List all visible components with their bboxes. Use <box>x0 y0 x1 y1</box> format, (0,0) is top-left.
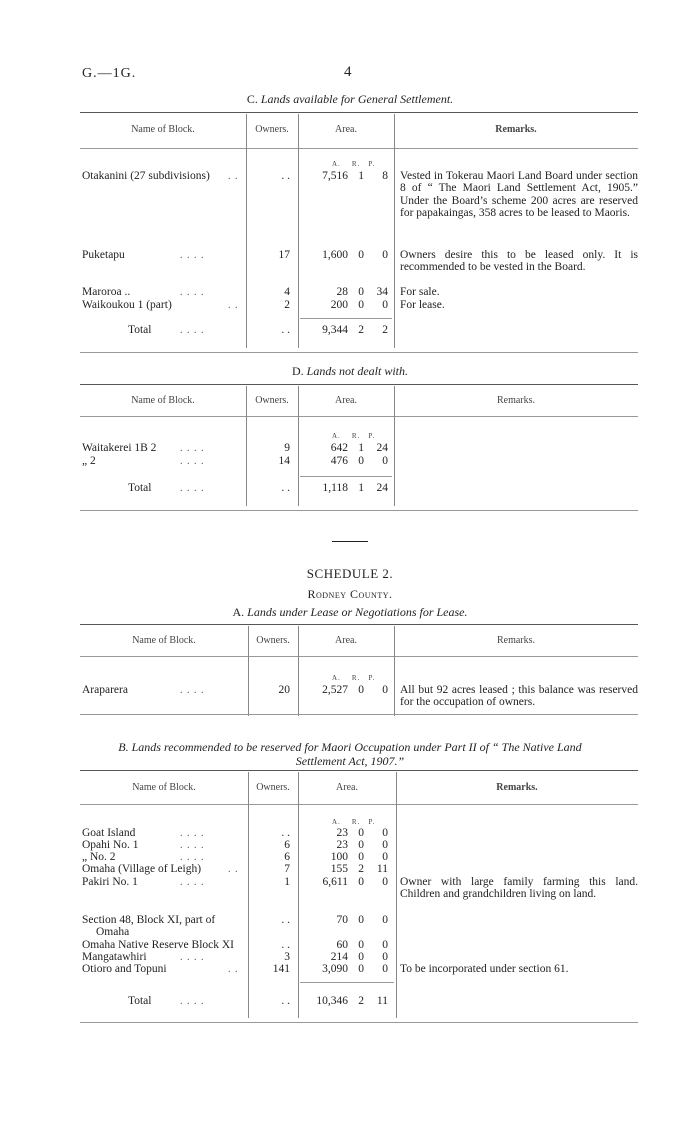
owners-value: 3 <box>284 951 290 963</box>
col-header-area: Area. <box>336 782 358 793</box>
area-units: A. R. P. <box>332 160 376 168</box>
col-header-remarks: Remarks. <box>496 782 538 793</box>
owners-value: 6 <box>284 839 290 851</box>
area-perches: 0 <box>382 684 388 696</box>
leader-dots: . . . . <box>180 877 205 888</box>
area-roods: 0 <box>358 299 364 311</box>
table-row-name: Omaha Native Reserve Block XI <box>82 939 235 951</box>
section-a-table <box>80 624 638 724</box>
area-roods: 0 <box>358 951 364 963</box>
area-roods: 0 <box>358 839 364 851</box>
area-roods: 0 <box>358 684 364 696</box>
total-owners: . . <box>281 482 290 494</box>
area-acres: 6,611 <box>322 876 348 888</box>
leader-dots: . . . . <box>180 685 205 696</box>
table-row-name: Otioro and Topuni <box>82 963 167 975</box>
document-code: G.—1G. <box>82 66 137 81</box>
total-roods: 1 <box>358 482 364 494</box>
area-acres: 476 <box>330 455 348 467</box>
table-row-name: Maroroa .. <box>82 286 131 298</box>
area-perches: 24 <box>376 442 388 454</box>
area-acres: 2,527 <box>322 684 348 696</box>
area-acres: 214 <box>330 951 348 963</box>
col-header-owners: Owners. <box>256 782 290 793</box>
area-perches: 0 <box>382 939 388 951</box>
table-row-name: Otakanini (27 subdivisions) <box>82 170 210 182</box>
owners-value: 2 <box>284 299 290 311</box>
table-row-name: Pakiri No. 1 <box>82 876 138 888</box>
total-perches: 24 <box>376 482 388 494</box>
section-a-title: A. Lands under Lease or Negotiations for Lease. <box>232 605 468 619</box>
area-roods: 0 <box>358 455 364 467</box>
col-header-area: Area. <box>335 635 357 646</box>
area-units: A. R. P. <box>332 432 376 440</box>
section-c-table <box>80 112 638 360</box>
leader-dots: . . . . <box>180 828 205 839</box>
owners-value: 6 <box>284 851 290 863</box>
area-acres: 155 <box>330 863 348 875</box>
leader-dots: . . <box>228 864 239 875</box>
area-units: A. R. P. <box>332 818 376 826</box>
area-roods: 0 <box>358 914 364 926</box>
col-header-name: Name of Block. <box>131 395 195 406</box>
table-row-name: Omaha (Village of Leigh) <box>82 863 202 875</box>
section-b-table <box>80 770 638 1026</box>
col-header-remarks: Remarks. <box>495 124 537 135</box>
remarks-text: For lease. <box>400 299 445 311</box>
col-header-owners: Owners. <box>255 395 289 406</box>
area-acres: 200 <box>330 299 348 311</box>
table-row-name: Puketapu <box>82 249 125 261</box>
total-roods: 2 <box>358 995 364 1007</box>
table-row-name: Section 48, Block XI, part of <box>82 914 216 926</box>
table-row-name: Opahi No. 1 <box>82 839 139 851</box>
area-acres: 642 <box>330 442 348 454</box>
owners-value: 1 <box>284 876 290 888</box>
total-label: Total <box>128 324 152 336</box>
area-perches: 0 <box>382 455 388 467</box>
remarks-text: Owner with large family farming this land. Children and grandchildren living on land. <box>400 876 638 901</box>
leader-dots: . . . . <box>180 952 205 963</box>
area-acres: 23 <box>336 839 348 851</box>
owners-value: . . <box>281 939 290 951</box>
area-roods: 0 <box>358 939 364 951</box>
total-acres: 10,346 <box>316 995 348 1007</box>
area-acres: 100 <box>330 851 348 863</box>
col-header-area: Area. <box>335 395 357 406</box>
area-perches: 11 <box>376 863 388 875</box>
section-b-title-line1: B. Lands recommended to be reserved for Maori Occupation under Part II of “ The Native Land <box>118 740 582 754</box>
col-header-name: Name of Block. <box>131 124 195 135</box>
leader-dots: . . . . <box>180 250 205 261</box>
area-roods: 0 <box>358 851 364 863</box>
area-acres: 60 <box>336 939 348 951</box>
leader-dots: . . <box>228 171 239 182</box>
area-roods: 2 <box>358 863 364 875</box>
section-b-title-line2: Settlement Act, 1907.” <box>295 754 405 768</box>
col-header-remarks: Remarks. <box>496 635 536 646</box>
owners-value: 14 <box>278 455 290 467</box>
area-perches: 8 <box>382 170 388 182</box>
leader-dots: . . . . <box>180 456 205 467</box>
area-perches: 0 <box>382 839 388 851</box>
remarks-text: For sale. <box>400 286 440 298</box>
area-perches: 0 <box>382 876 388 888</box>
owners-value: 20 <box>278 684 290 696</box>
total-perches: 2 <box>382 324 388 336</box>
table-row-name: Goat Island <box>82 827 136 839</box>
total-owners: . . <box>281 324 290 336</box>
owners-value: . . <box>281 170 290 182</box>
col-header-owners: Owners. <box>256 635 290 646</box>
area-perches: 0 <box>382 951 388 963</box>
table-row-name-cont: Omaha <box>96 926 130 938</box>
section-divider <box>332 541 368 542</box>
leader-dots: . . . . <box>180 287 205 298</box>
area-acres: 7,516 <box>322 170 348 182</box>
owners-value: . . <box>281 827 290 839</box>
leader-dots: . . <box>228 964 239 975</box>
col-header-name: Name of Block. <box>132 635 196 646</box>
owners-value: 17 <box>278 249 290 261</box>
total-label: Total <box>128 482 152 494</box>
section-c-title: C. Lands available for General Settlement. <box>246 92 454 106</box>
area-roods: 0 <box>358 963 364 975</box>
leader-dots: . . . . <box>180 443 205 454</box>
leader-dots: . . . . <box>180 996 205 1007</box>
county-name: Rodney County. <box>307 587 393 601</box>
page-number: 4 <box>344 64 352 80</box>
owners-value: 9 <box>284 442 290 454</box>
remarks-text: Owners desire this to be leased only. It is recommended to be vested in the Board. <box>400 249 638 274</box>
area-units: A. R. P. <box>332 674 376 682</box>
total-perches: 11 <box>376 995 388 1007</box>
area-perches: 34 <box>376 286 388 298</box>
area-roods: 0 <box>358 876 364 888</box>
area-perches: 0 <box>382 249 388 261</box>
total-acres: 9,344 <box>322 324 348 336</box>
col-header-remarks: Remarks. <box>496 395 536 406</box>
leader-dots: . . . . <box>180 852 205 863</box>
remarks-text: To be incorporated under section 61. <box>400 963 569 975</box>
leader-dots: . . . . <box>180 483 205 494</box>
table-row-name: „ No. 2 <box>82 851 116 863</box>
col-header-owners: Owners. <box>255 124 289 135</box>
col-header-area: Area. <box>335 124 357 135</box>
area-roods: 0 <box>358 827 364 839</box>
area-acres: 1,600 <box>322 249 348 261</box>
table-row-name: Waitakerei 1B 2 <box>82 442 157 454</box>
area-acres: 28 <box>336 286 348 298</box>
section-d-table <box>80 384 638 514</box>
leader-dots: . . <box>228 300 239 311</box>
remarks-text: All but 92 acres leased ; this balance was reserved for the occupation of owners. <box>400 684 638 709</box>
area-roods: 1 <box>358 170 364 182</box>
table-row-name: Waikoukou 1 (part) <box>82 299 172 311</box>
area-acres: 23 <box>336 827 348 839</box>
total-roods: 2 <box>358 324 364 336</box>
area-roods: 0 <box>358 249 364 261</box>
area-roods: 0 <box>358 286 364 298</box>
area-acres: 3,090 <box>322 963 348 975</box>
area-perches: 0 <box>382 299 388 311</box>
area-perches: 0 <box>382 851 388 863</box>
area-perches: 0 <box>382 914 388 926</box>
area-perches: 0 <box>382 963 388 975</box>
table-row-name: Mangatawhiri <box>82 951 147 963</box>
total-acres: 1,118 <box>322 482 348 494</box>
remarks-text: Vested in Tokerau Maori Land Board under section 8 of “ The Maori Land Settlement Act, 1905.” Under the Board’s scheme 200 acres are reserved for papakaingas, 358 acres to be leased to Maoris. <box>400 170 638 220</box>
owners-value: 141 <box>272 963 290 975</box>
total-label: Total <box>128 995 152 1007</box>
leader-dots: . . . . <box>180 840 205 851</box>
owners-value: 4 <box>284 286 290 298</box>
section-d-title: D. Lands not dealt with. <box>291 364 408 378</box>
schedule-title: SCHEDULE 2. <box>306 566 394 581</box>
owners-value: 7 <box>284 863 290 875</box>
area-acres: 70 <box>336 914 348 926</box>
leader-dots: . . . . <box>180 325 205 336</box>
total-owners: . . <box>281 995 290 1007</box>
area-perches: 0 <box>382 827 388 839</box>
area-roods: 1 <box>358 442 364 454</box>
table-row-name: Araparera <box>82 684 128 696</box>
table-row-name: „ 2 <box>82 455 96 467</box>
col-header-name: Name of Block. <box>132 782 196 793</box>
owners-value: . . <box>281 914 290 926</box>
